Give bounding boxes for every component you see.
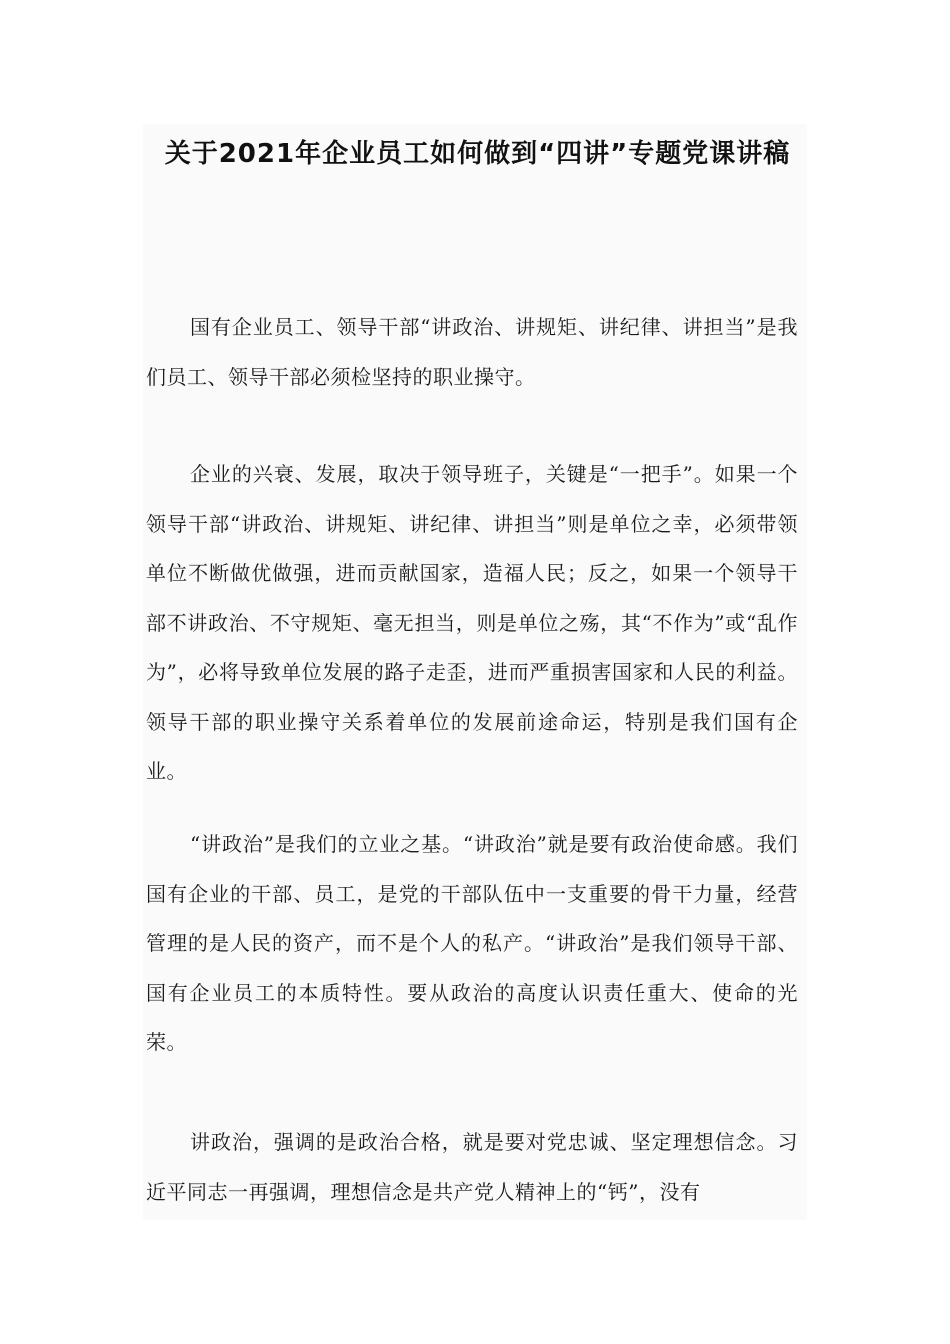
paragraph-4: 讲政治，强调的是政治合格，就是要对党忠诚、坚定理想信念。习近平同志一再强调，理想信念是共产党人精神上的“钙”，没有 [146,1130,798,1204]
paragraph-3: “讲政治”是我们的立业之基。“讲政治”就是要有政治使命感。我们国有企业的干部、员工，是党的干部队伍中一支重要的骨干力量，经营管理的是人民的资产，而不是个人的私产。“讲政治”是我们领导干部、国有企业员工的本质特性。要从政治的高度认识责任重大、使命的光荣。 [146,832,798,1054]
paragraph-1: 国有企业员工、领导干部“讲政治、讲规矩、讲纪律、讲担当”是我们员工、领导干部必须检坚持的职业操守。 [146,315,798,389]
document-title: 关于2021年企业员工如何做到“四讲”专题党课讲稿 [164,139,791,169]
paragraph-2: 企业的兴衰、发展，取决于领导班子，关键是“一把手”。如果一个领导干部“讲政治、讲规矩、讲纪律、讲担当”则是单位之幸，必须带领单位不断做优做强，进而贡献国家，造福人民；反之，如果一个领导干部不讲政治、不守规矩、毫无担当，则是单位之殇，其“不作为”或“乱作为”，必将导致单位发展的路子走歪，进而严重损害国家和人民的利益。领导干部的职业操守关系着单位的发展前途命运，特别是我们国有企业。 [146,462,798,783]
